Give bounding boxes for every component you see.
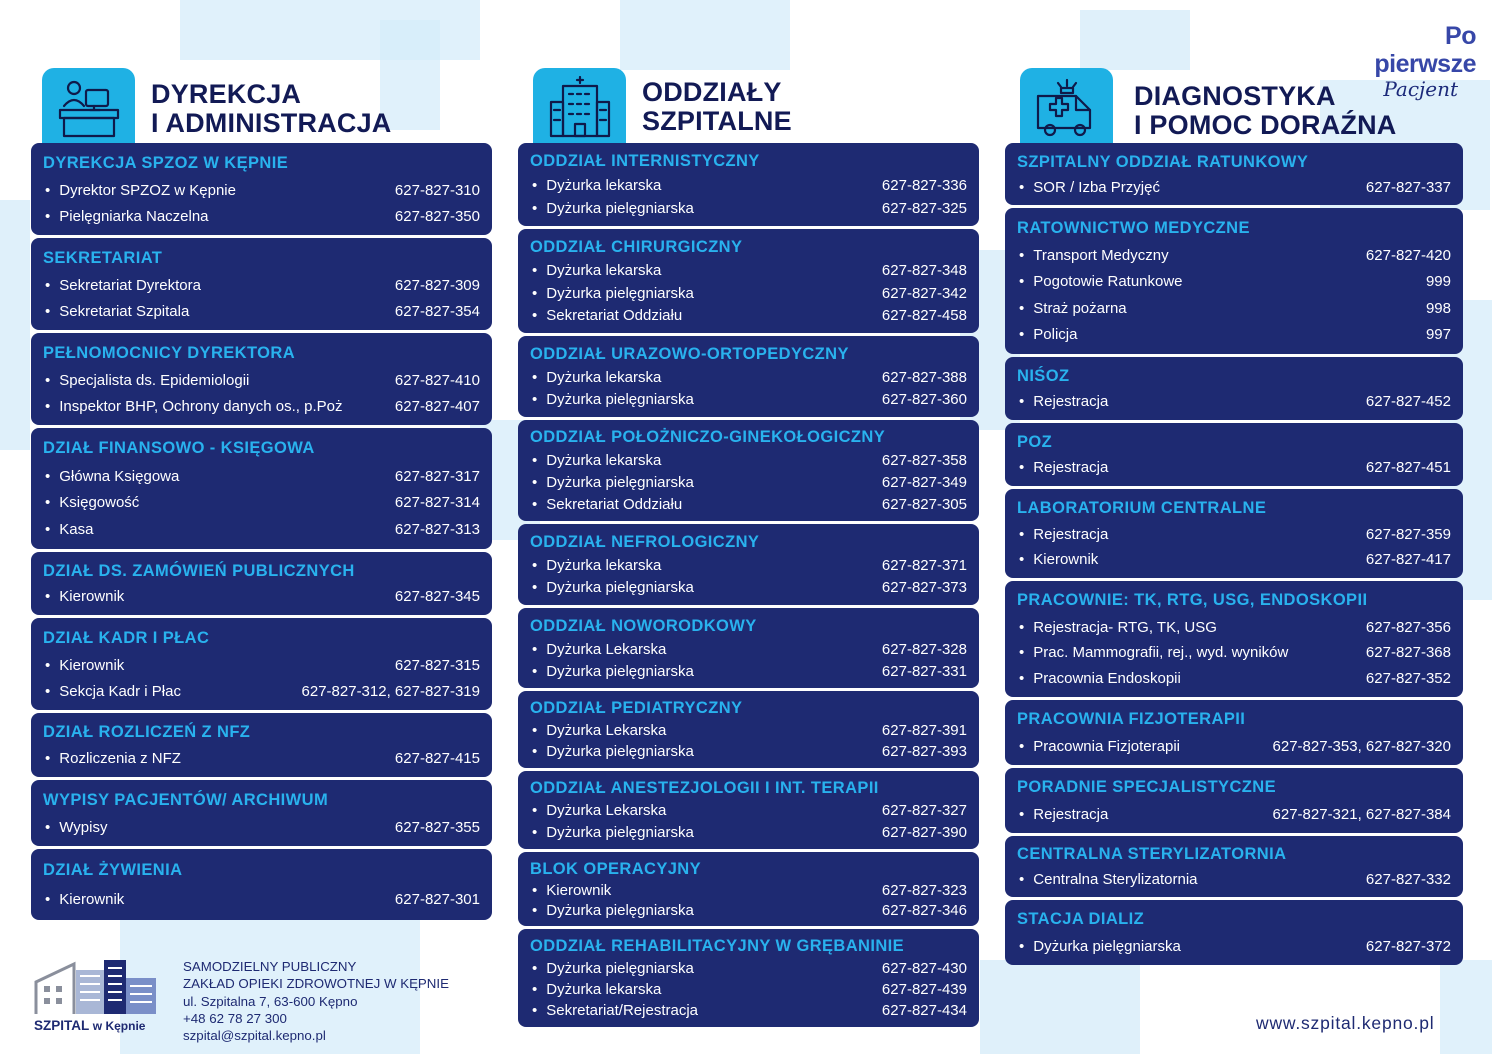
reception-desk-icon [42,68,135,146]
contact-row [1017,871,1451,888]
phone-number[interactable]: 627-827-373 [881,579,967,597]
contact-row [1017,938,1451,955]
section-title: PEŁNOMOCNICY DYREKTORA [43,343,296,362]
slogan-line-1: Po pierwsze [1374,22,1476,78]
phone-number[interactable]: 627-827-415 [394,750,480,767]
contact-row [530,722,967,739]
phone-number[interactable]: 627-827-439 [881,981,967,998]
contact-label: • Dyżurka pielęgniarska [530,579,694,596]
phone-number[interactable]: 627-827-371 [881,556,967,574]
contact-label: • Sekcja Kadr i Płac [43,683,181,700]
section-card [1005,836,1463,897]
website-link[interactable]: www.szpital.kepno.pl [1256,1013,1435,1033]
phone-number[interactable]: 627-827-317 [394,467,480,485]
address-line: ul. Szpitalna 7, 63-600 Kępno [183,993,358,1009]
address-line: SAMODZIELNY PUBLICZNY [183,959,357,974]
phone-number[interactable]: 627-827-309 [394,276,480,294]
contact-label: • Pracownia Endoskopii [1017,670,1181,687]
phone-number[interactable]: 627-827-350 [394,207,480,225]
section-card [518,229,979,333]
contact-label: • Kierownik [43,657,124,674]
contact-row [1017,806,1451,823]
contact-label: • Dyżurka lekarska [530,557,661,574]
section-card [518,852,979,926]
contact-row [1017,179,1451,196]
contact-row [530,981,967,998]
section-card [1005,208,1463,354]
section-card [518,524,979,605]
contact-label: • SOR / Izba Przyjęć [1017,179,1160,196]
section-card [518,608,979,688]
contact-label: • Rozliczenia z NFZ [43,750,181,767]
section-card [31,333,492,425]
section-card [31,552,492,615]
contact-label: • Księgowość [43,494,139,511]
phone-number[interactable]: 627-827-348 [881,262,967,280]
section-card [518,929,979,1027]
section-card [1005,581,1463,697]
contact-row [530,960,967,977]
contact-label: • Dyżurka lekarska [530,262,661,279]
phone-number[interactable]: 627-827-417 [1365,551,1451,568]
contact-label: • Prac. Mammografii, rej., wyd. wyników [1017,644,1288,661]
contact-row [43,468,480,485]
phone-number[interactable]: 627-827-391 [881,722,967,739]
contact-row [43,521,480,538]
email-link[interactable]: szpital@szpital.kepno.pl [183,1028,326,1044]
phone-number[interactable]: 627-827-352 [1365,669,1451,687]
section-card [1005,423,1463,486]
section-card [1005,489,1463,578]
section-card [1005,700,1463,765]
contact-label: • Dyżurka pielęgniarska [530,663,694,680]
section-title: ODDZIAŁ NOWORODKOWY [530,616,757,635]
contact-label: • Dyżurka Lekarska [530,641,666,658]
phone-number[interactable]: 627-827-420 [1365,247,1451,265]
contact-row [530,882,967,899]
contact-row [530,391,967,408]
phone-number[interactable]: 627-827-312, 627-827-319 [301,682,480,700]
section-title: DZIAŁ ŻYWIENIA [43,860,183,879]
section-card [31,238,492,330]
contact-label: • Inspektor BHP, Ochrony danych os., p.Poż [43,398,342,415]
section-title: ODDZIAŁ POŁOŻNICZO-GINEKOŁOGICZNY [530,428,886,447]
contact-label: • Kierownik [43,588,124,605]
contact-row [1017,326,1451,343]
contact-label: • Rejestracja [1017,526,1108,543]
phone-number[interactable]: 627-827-430 [881,960,967,977]
phone-number[interactable]: 998 [1425,299,1451,317]
section-title: ODDZIAŁ ANESTEZJOLOGII I INT. TERAPII [530,779,879,798]
phone-number[interactable]: 627-827-327 [881,802,967,820]
contact-row [43,683,480,700]
contact-label: • Dyżurka pielęgniarska [530,391,694,408]
contact-label: • Transport Medyczny [1017,247,1169,264]
section-title: ODDZIAŁ REHABILITACYJNY W GRĘBANINIE [530,937,905,955]
contact-row [530,557,967,574]
section-title: SEKRETARIAT [43,248,163,267]
section-title: PRACOWNIA FIZJOTERAPII [1017,710,1246,729]
contact-label: • Dyżurka pielęgniarska [530,743,694,760]
contact-label: • Sekretariat Oddziału [530,307,682,324]
section-title: PORADNIE SPECJALISTYCZNE [1017,778,1276,797]
contact-row [530,802,967,819]
contact-row [1017,459,1451,476]
contact-row [530,496,967,513]
section-card [518,336,979,417]
phone-number[interactable]: 627-827-372 [1365,937,1451,955]
contact-row [43,303,480,320]
contact-row [1017,551,1451,568]
section-title: ODDZIAŁ INTERNISTYCZNY [530,152,760,170]
section-title: NIŚOZ [1017,366,1070,385]
logo-place: w Kępnie [92,1019,146,1033]
contact-row [1017,393,1451,410]
slogan-line-2: Pacjent [1383,77,1458,101]
phone-number[interactable]: 627-827-368 [1365,644,1451,662]
contact-row [530,369,967,386]
phone-number[interactable]: 627-827-458 [881,307,967,325]
column-title-line-2: SZPITALNE [642,106,792,136]
phone-number[interactable]: 627-827-355 [394,818,480,836]
contact-label: • Dyżurka lekarska [530,981,661,998]
section-title: ODDZIAŁ CHIRURGICZNY [530,237,743,256]
phone-number[interactable]: 627-827-354 [394,302,480,320]
section-title: DZIAŁ DS. ZAMÓWIEŃ PUBLICZNYCH [43,561,355,580]
contact-row [530,200,967,217]
column-header-wards [533,68,953,146]
contact-row [43,398,480,415]
contact-row [43,277,480,294]
column-title-line-1: DIAGNOSTYKA [1134,81,1336,111]
phone-number[interactable]: 627-827-360 [881,391,967,409]
contact-label: • Centralna Sterylizatornia [1017,871,1198,888]
phone-number[interactable]: 627-827-353, 627-827-320 [1272,737,1451,755]
address-line: ZAKŁAD OPIEKI ZDROWOTNEJ W KĘPNIE [183,976,449,992]
phone-number[interactable]: 627-827-346 [881,901,967,919]
contact-label: • Rejestracja- RTG, TK, USG [1017,619,1217,636]
phone-number[interactable]: 627-827-310 [394,181,480,199]
section-card [1005,900,1463,965]
contact-row [43,182,480,199]
phone-number[interactable]: 627-827-337 [1365,178,1451,196]
contact-row [530,641,967,658]
contact-row [43,208,480,225]
phone-number[interactable]: 627-827-321, 627-827-384 [1272,805,1451,823]
contact-row [1017,738,1451,755]
contact-row [530,1002,967,1019]
address-block [183,958,449,1044]
slogan [1346,22,1476,100]
ambulance-icon [1020,68,1113,146]
contact-label: • Sekretariat Oddziału [530,496,682,513]
section-card [518,143,979,226]
contact-label: • Dyrektor SPZOZ w Kępnie [43,182,236,199]
contact-row [1017,526,1451,543]
phone-number[interactable]: 627-827-301 [394,891,480,909]
phone-number[interactable]: 627-827-388 [881,368,967,386]
hospital-building-icon [533,68,626,146]
section-title: STACJA DIALIZ [1017,910,1145,929]
section-card [1005,768,1463,833]
contact-label: • Dyżurka pielęgniarska [530,200,694,217]
section-title: ODDZIAŁ NEFROLOGICZNY [530,532,760,551]
column-header-administration [42,68,462,146]
contact-row [43,588,480,605]
contact-label: • Rejestracja [1017,393,1108,410]
contact-label: • Kierownik [1017,551,1098,568]
phone-number[interactable]: 627-827-331 [881,662,967,680]
section-title: LABORATORIUM CENTRALNE [1017,499,1267,517]
hospital-logo [34,956,159,1038]
column-title-line-2: I ADMINISTRACJA [151,108,392,138]
phone-number[interactable]: 627-827-358 [881,452,967,470]
phone-number[interactable]: 627-827-356 [1365,618,1451,636]
section-title: WYPISY PACJENTÓW/ ARCHIWUM [43,790,329,809]
phone-line: +48 62 78 27 300 [183,1010,287,1026]
contact-label: • Główna Księgowa [43,468,179,485]
column-title-line-2: I POMOC DORAŹNA [1134,110,1397,140]
contact-label: • Kierownik [43,891,124,908]
contact-row [1017,670,1451,687]
contact-label: • Dyżurka Lekarska [530,722,666,739]
section-card [31,849,492,920]
contact-row [1017,619,1451,636]
section-title: CENTRALNA STERYLIZATORNIA [1017,845,1287,864]
contact-row [43,819,480,836]
contact-row [530,902,967,919]
contact-label: • Pogotowie Ratunkowe [1017,273,1183,290]
contact-label: • Wypisy [43,819,107,836]
contact-label: • Dyżurka lekarska [530,452,661,469]
contact-label: • Dyżurka pielęgniarska [530,474,694,491]
contact-label: • Dyżurka pielęgniarska [530,824,694,841]
phone-number[interactable]: 627-827-407 [394,397,480,415]
section-card [31,428,492,549]
section-title: DYREKCJA SPZOZ W KĘPNIE [43,153,289,172]
contact-row [530,177,967,194]
contact-row [530,452,967,469]
contact-row [43,494,480,511]
diagnostics-column [1005,143,1463,968]
contact-label: • Sekretariat/Rejestracja [530,1002,698,1019]
logo-name: SZPITAL [34,1018,90,1033]
contact-label: • Kasa [43,521,93,538]
phone-number[interactable]: 627-827-328 [881,640,967,658]
phone-number[interactable]: 627-827-410 [394,371,480,389]
phone-number[interactable]: 627-827-315 [394,656,480,674]
contact-row [530,663,967,680]
contact-row [530,262,967,279]
phone-number[interactable]: 627-827-349 [881,473,967,491]
column-title-line-1: ODDZIAŁY [642,77,782,107]
section-card [31,143,492,235]
phone-number[interactable]: 627-827-393 [881,743,967,760]
section-title: DZIAŁ KADR I PŁAC [43,628,210,647]
section-title: SZPITALNY ODDZIAŁ RATUNKOWY [1017,152,1309,171]
section-title: RATOWNICTWO MEDYCZNE [1017,218,1250,237]
wards-column [518,143,979,1030]
section-title: DZIAŁ ROZLICZEŃ Z NFZ [43,723,251,741]
contact-label: • Sekretariat Szpitala [43,303,189,320]
contact-row [1017,644,1451,661]
contact-label: • Dyżurka pielęgniarska [530,285,694,302]
contact-label: • Dyżurka pielęgniarska [530,960,694,977]
phone-number[interactable]: 627-827-342 [881,284,967,302]
phone-number[interactable]: 627-827-452 [1365,393,1451,411]
contact-row [43,891,480,908]
contact-row [1017,247,1451,264]
phone-number[interactable]: 627-827-323 [881,881,967,899]
section-title: ODDZIAŁ URAZOWO-ORTOPEDYCZNY [530,344,849,363]
contact-label: • Kierownik [530,882,611,899]
contact-label: • Rejestracja [1017,459,1108,476]
phone-number[interactable]: 627-827-313 [394,521,480,539]
section-card [31,618,492,710]
section-card [31,780,492,846]
contact-label: • Dyżurka pielęgniarska [1017,938,1181,955]
phone-number[interactable]: 627-827-314 [394,494,480,512]
administration-column [31,143,492,923]
section-card [1005,143,1463,205]
contact-row [530,285,967,302]
section-title: BLOK OPERACYJNY [530,859,702,878]
phone-number[interactable]: 997 [1425,326,1451,344]
section-title: ODDZIAŁ PEDIATRYCZNY [530,699,743,717]
phone-number[interactable]: 627-827-336 [881,177,967,194]
contact-label: • Policja [1017,326,1077,343]
contact-row [1017,273,1451,290]
contact-label: • Sekretariat Dyrektora [43,277,201,294]
phone-number[interactable]: 627-827-325 [881,200,967,217]
contact-row [530,743,967,760]
section-title: DZIAŁ FINANSOWO - KSIĘGOWA [43,438,315,457]
section-card [518,771,979,849]
phone-number[interactable]: 627-827-451 [1365,459,1451,477]
contact-row [530,307,967,324]
contact-row [43,750,480,767]
column-title-line-1: DYREKCJA [151,79,302,109]
contact-label: • Pielęgniarka Naczelna [43,208,209,225]
contact-label: • Dyżurka lekarska [530,177,661,194]
contact-label: • Pracownia Fizjoterapii [1017,738,1180,755]
contact-row [43,372,480,389]
phone-number[interactable]: 627-827-332 [1365,870,1451,888]
section-card [1005,357,1463,420]
phone-number[interactable]: 627-827-434 [881,1002,967,1019]
section-card [31,713,492,777]
phone-number[interactable]: 627-827-305 [881,495,967,513]
contact-label: • Specjalista ds. Epidemiologii [43,372,249,389]
contact-label: • Rejestracja [1017,806,1108,823]
contact-row [43,657,480,674]
contact-label: • Dyżurka lekarska [530,369,661,386]
section-title: POZ [1017,432,1053,451]
contact-row [530,474,967,491]
contact-label: • Straż pożarna [1017,300,1127,317]
section-card [518,420,979,521]
contact-row [1017,300,1451,317]
contact-row [530,579,967,596]
section-title: PRACOWNIE: TK, RTG, USG, ENDOSKOPII [1017,591,1368,610]
phone-number[interactable]: 999 [1425,273,1451,291]
phone-number[interactable]: 627-827-359 [1365,526,1451,543]
phone-number[interactable]: 627-827-345 [394,588,480,606]
phone-number[interactable]: 627-827-390 [881,823,967,841]
contact-row [530,824,967,841]
section-card [518,691,979,768]
contact-label: • Dyżurka Lekarska [530,802,666,819]
contact-label: • Dyżurka pielęgniarska [530,902,694,919]
